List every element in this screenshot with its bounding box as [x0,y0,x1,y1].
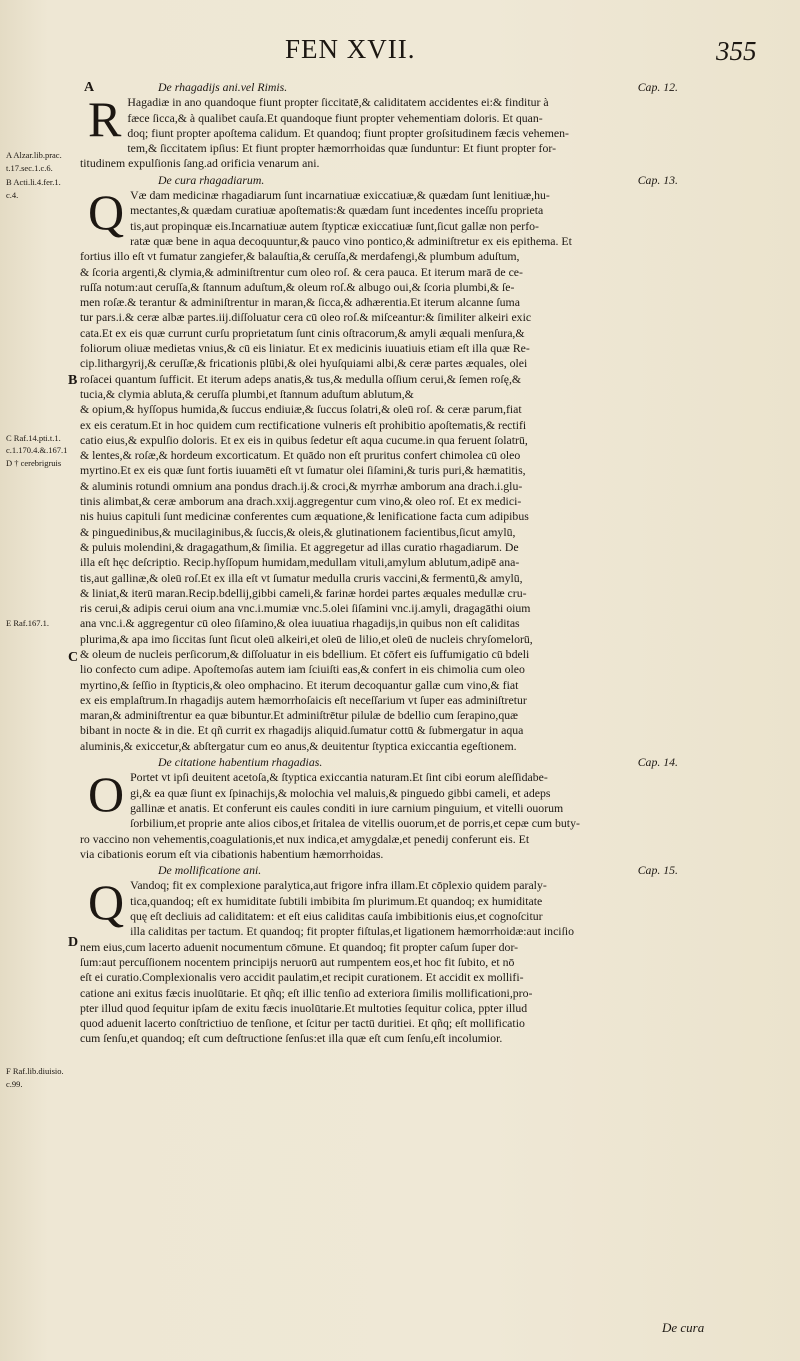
text-line: cip.lithargyrij,& ceruſſæ,& fricationis plūbi,& olei hyuſquiami albi,& ceræ partes æquales, olei [80,356,528,371]
text-line: & oleum de nucleis perſicorum,& diſſoluatur in eis bdellium. Et cōfert eis ſuffumigatio cū bdeli [80,646,530,661]
text-line: titudinem expulſionis ſang.ad orificia venarum ani. [80,156,320,171]
text-line: bibant in nocte & in die. Et qñ currit ex rhagadijs aliquid.ſumatur cottū & ſubmergatur in aqua [80,723,524,738]
text-line: tur pars.i.& ceræ albæ partes.iij.diſſoluatur cera cū oleo roſ.& miſceantur:& ſimiliter alkeiri exic [80,310,532,325]
text-line: Hagadiæ in ano quandoque fiunt propter ſiccitatē,& caliditatem accidentes ei:& finditur à [127,95,549,110]
text-line: myrtino,& ſeſſio in ſtypticis,& oleo omphacino. Et iterum decoquantur gallæ cum vino,& fiat [80,677,519,692]
text-line: ruſſa notum:aut ceruſſa,& ſtannum aduſtum,& oleum roſ.& albugo oui,& ſcoria plumbi,& ſe- [80,279,515,294]
margin-note: E Raf.167.1. [6,618,49,628]
text-line: plurima,& apa imo ſiccitas ſunt ſicut oleū alkeiri,et oleū de lilio,et oleū de nucleis chryſomelorū, [80,631,533,646]
chapter-rubric [80,755,710,770]
drop-capital: Q [88,184,125,241]
text-line: tem,& ſiccitatem ipſius: Et fiunt propter hæmorrhoidas quæ ſunduntur: Et fiunt propter for- [127,141,556,156]
chapter-title: De rhagadijs ani.vel Rimis. [158,80,288,94]
text-line: tis,aut gallinæ,& oleū roſ.Et ex illa eſt vt ſumatur medulla cruris vaccini,& fermentū,& amylū, [80,570,523,585]
text-line: foliorum oliuæ medietas vnius,& cū eis liniatur. Et ex medicinis iuuatiuis etiam eſt illa quæ Re- [80,341,530,356]
margin-note: F Raf.lib.diuisio. [6,1066,64,1076]
text-line: Væ dam medicinæ rhagadiarum ſunt incarnatiuæ exiccatiuæ,& quædam ſunt lenitiuæ,hu- [130,188,550,203]
text-line: quod aduenit lacerto conſtrictiuo de tenſione, et ſcitur per tactū duritiei. Et qñq; eſt mollificatio [80,1016,525,1031]
drop-capital: O [88,766,125,823]
text-line: gi,& ea quæ ſiunt ex ſpinachijs,& molochia vel maluis,& pinguedo gibbi cameli, et adeps [130,785,551,800]
chapter-rubric [80,80,710,95]
text-line: cata.Et ex eis quæ currunt curſu proprietatum ſunt cinis oſtracorum,& amyli æquali menſura,& [80,325,525,340]
text-line: roſacei quantum ſufficit. Et iterum adeps anatis,& tus,& medulla oſſium cerui,& ſemen roſę,& [80,371,522,386]
text-line: tis,aut propinquæ eis.Incarnatiuæ autem ſtypticæ exiccatiuæ ſunt,ſicut gallæ non perfo- [130,218,539,233]
text-line: ro vaccino non vehementis,coagulationis,et nux indica,et amygdalæ,et penedij conferunt eis. Et [80,831,530,846]
text-line: & ſcoria argenti,& clymia,& adminiſtrentur cum oleo roſ. & cera pauca. Et iterum marā de ce- [80,264,523,279]
chapter-title: De citatione habentium rhagadias. [158,755,323,770]
chapter-title: De mollificatione ani. [158,863,262,878]
margin-note: c.99. [6,1079,23,1089]
text-line: mectantes,& quædam curatiuæ apoſtematis:& quædam ſunt incedentes inceſſu proprieta [130,203,544,218]
text-line: illa caliditas per tactum. Et quandoq; fit propter fiſtulas,et ligationem hæmorrhoidæ:aut inciſio [130,924,575,939]
chapter-number: Cap. 13. [637,172,678,187]
chapter-number: Cap. 12. [637,80,678,94]
main-text [80,79,710,1047]
text-line: men roſæ.& terantur & adminiſtrentur in maran,& ſicca,& adhærentia.Et iterum alcanne ſuma [80,295,520,310]
text-line: catione ani exitus fæcis inuolūtarie. Et qñq; eſt illic tenſio ad exteriora ſimilis mollificationi,pro- [80,985,533,1000]
margin-note: c.4. [6,190,19,200]
chapter-number: Cap. 14. [637,755,678,770]
chapter-paragraph [80,874,710,1046]
margin-note: D † cerebrigruis [6,458,62,468]
text-line: maran,& adminiſtrentur ea quæ bibuntur.Et adminiſtrētur pilulæ de bdellio cum ſerapino,quæ [80,708,519,723]
text-line: illa eſt hęc deſcriptio. Recip.hyſſopum humidam,medullam vituli,amylum ablutum,adipē ana- [80,555,520,570]
chapter-rubric [80,863,710,878]
text-line: Vandoq; fit ex complexione paralytica,aut frigore infra illam.Et cōplexio quidem paraly- [130,878,547,893]
margin-note: C Raf.14.pti.t.1. [6,433,61,443]
text-line: ris cerui,& adipis cerui oium ana vnc.i.mumiæ vnc.5.olei ſiſamini vnc.ij.amyli, dragagāthi oium [80,601,531,616]
text-line: & lentes,& roſæ,& hordeum excorticatum. Et quādo non eſt pruritus confert chimolea cū oleo [80,448,521,463]
text-line: via cibationis eorum eſt via cibationis habentium hæmorrhoidas. [80,846,384,861]
text-line: fortius illo eſt vt fumatur zangiefer,& balauſtia,& ceruſſa,& merdafengi,& plumbum aduſtum, [80,249,520,264]
text-line: & liniat,& iterū maran.Recip.bdellij,gibbi cameli,& farinæ hordei partes æquales medullæ cru- [80,585,527,600]
text-line: tucia,& clymia abluta,& ceruſſa plumbi,et ſtannum aduſtum ablutum,& [80,386,414,401]
page-header [0,34,800,74]
chapter-paragraph [80,184,710,754]
text-line: & opium,& hyſſopus humida,& ſuccus endiuiæ,& ſuccus ſolatri,& oleū roſ. & ceræ parum,fiat [80,402,522,417]
text-line: Portet vt ipſi deuitent acetoſa,& ſtyptica exiccantia naturam.Et ſint cibi eorum aleſſidabe- [130,770,548,785]
text-line: quę eſt decliuis ad caliditatem: et eſt eius caliditas cauſa imbibitionis eius,et cognoſcitur [130,909,543,924]
running-head: FEN XVII. [285,34,416,64]
text-line: ratæ quæ bene in aqua decoquuntur,& pauco vino pontico,& adminiſtretur ex eis epithema. Et [130,233,572,248]
margin-note: c.1.170.4.&.167.1 [6,445,68,455]
section-letter: C [68,650,79,665]
margin-note: A Alzar.lib.prac. [6,150,62,160]
chapter-paragraph [80,91,710,171]
text-line: catio eius,& expulſio doloris. Et ex eis in quibus ſedetur eſt aqua cucume.in qua feruent ſolatrū, [80,432,528,447]
margin-notes [3,0,73,1361]
text-line: & aluminis rotundi omnium ana pondus drach.ij.& croci,& myrrhæ amborum ana drach.i.glu- [80,478,523,493]
text-line: ex eis ceratum.Et in hoc quidem cum rectificatione vulneris eſt prohibitio apoſtematis,& rectifi [80,417,527,432]
text-line: doq; fiunt propter apoſtema calidum. Et quandoq; fiunt propter groſsitudinem fæcis vehemen- [127,125,569,140]
text-line: & pinguedinibus,& mucilaginibus,& ſuccis,& oleis,& glutinationem facientibus,ſicut amylū, [80,524,516,539]
margin-note: B Acti.li.4.fer.1. [6,177,61,187]
catchword: De cura [662,1320,705,1335]
text-line: ſum:aut percuſſionem nocentem principijs neruorū aut rumpentem eos,et hoc fit ſubito, et nō [80,954,515,969]
text-line: ex eis emplaſtrum.In rhagadijs autem hæmorrhoſaicis eſt neceſſarium vt ſuper eas adminiſtretur [80,692,527,707]
text-line: ſorbilium,et proprie ante alios cibos,et ſritalea de vitellis ouorum,et de porris,et cepæ cum buty- [130,816,580,831]
text-line: pter illud quod ſequitur ipſam de exitu fæcis inuolūtarie.Et multoties ſequitur colica, ppter illud [80,1000,528,1015]
margin-note: t.17.sec.1.c.6. [6,163,53,173]
text-line: cum ſenſu,et quandoq; eſt cum deſtructione ſenſus:et illa quæ eſt cum ſenſu,eſt incolumior. [80,1031,503,1046]
text-line: nis huius capituli ſunt medicinæ conferentes cum æquatione,& lenificatione facta cum adipibus [80,509,529,524]
section-letter: A [84,80,95,95]
section-letter: B [68,373,78,388]
text-line: eſt ei curatio.Complexionalis vero accidit paulatim,et recipit curationem. Et accidit ex mollifi- [80,970,524,985]
text-line: nem eius,cum lacerto aduenit nocumentum cōmune. Et quandoq; fit propter caſum ſuper dor- [80,939,519,954]
text-line: ana vnc.i.& aggregentur cū oleo ſiſamino,& olea iuuatiua rhagadijs,in quibus non eſt caliditas [80,616,520,631]
page-number: 355 [716,36,757,66]
section-letter: D [68,935,79,950]
text-line: & puluis molendini,& dragagathum,& ſimilia. Et aggregetur ad illas curatio rhagadiarum. De [80,539,519,554]
text-line: myrtino.Et ex eis quæ ſunt fortis iuuamēti eſt vt ſumatur olei ſiſamini,& turis puri,& hæmatitis, [80,463,526,478]
drop-capital: Q [88,874,125,931]
drop-capital: R [88,91,122,148]
chapter-paragraph [80,766,710,862]
chapter-rubric [80,173,710,188]
text-line: tinis alimbat,& ceræ amborum ana drach.xxij.aggregentur cum vino,& oleo roſ. Et ex medici- [80,494,522,509]
text-line: aluminis,& exiccetur,& abſtergatur cum eo anus,& deuitentur ſtyptica exiccantia egeſtionem. [80,738,517,753]
text-line: tica,quandoq; eſt ex humiditate ſubtili imbibita ſm plurimum.Et quandoq; ex humiditate [130,893,543,908]
chapter-title: De cura rhagadiarum. [158,172,265,187]
text-line: gallinæ et anatis. Et conferunt eis caules conditi in iure carnium pinguium, et vitelli ouorum [130,800,564,815]
chapter-number: Cap. 15. [637,863,678,878]
text-line: lio confecto cum adipe. Apoſtemoſas autem iam ſciuiſti eas,& confert in eis chimolia cum oleo [80,662,525,677]
text-line: fæce ſicca,& à qualibet cauſa.Et quandoque fiunt propter vehementiam doloris. Et quan- [127,110,543,125]
